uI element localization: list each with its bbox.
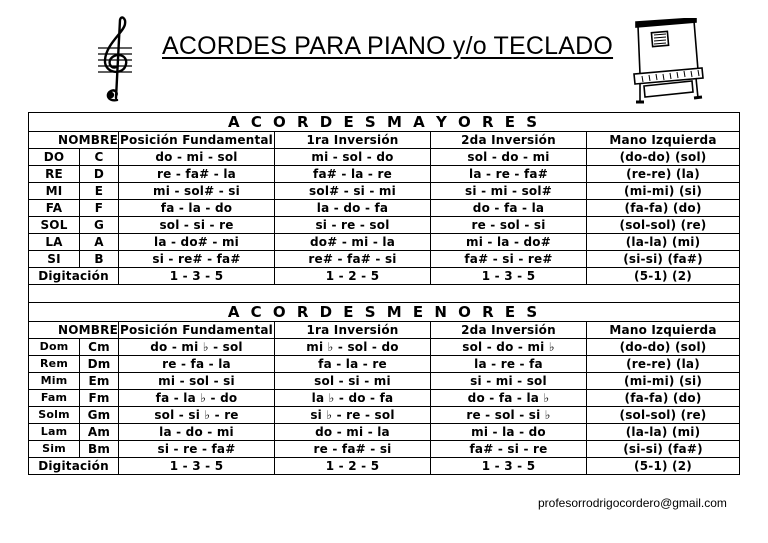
column-header-nombre: NOMBRE <box>29 132 119 149</box>
segunda-inversion-notes: sol - do - mi ♭ <box>431 339 587 356</box>
mayores-chord-row <box>29 217 740 234</box>
mano-izquierda-notes: (fa-fa) (do) <box>587 390 740 407</box>
chord-symbol: G <box>80 217 119 234</box>
mano-izquierda-notes: (sol-sol) (re) <box>587 217 740 234</box>
menores-title-row <box>29 303 740 322</box>
digitacion-label: Digitación <box>29 458 119 475</box>
chord-name: Mim <box>29 373 80 390</box>
digitacion-fundamental: 1 - 3 - 5 <box>119 458 275 475</box>
posicion-fundamental-notes: re - fa - la <box>119 356 275 373</box>
posicion-fundamental-notes: fa - la ♭ - do <box>119 390 275 407</box>
posicion-fundamental-notes: do - mi ♭ - sol <box>119 339 275 356</box>
chord-name: DO <box>29 149 80 166</box>
posicion-fundamental-notes: do - mi - sol <box>119 149 275 166</box>
menores-section-title: A C O R D E S M E N O R E S <box>29 303 740 322</box>
segunda-inversion-notes: mi - la - do <box>431 424 587 441</box>
mano-izquierda-notes: (do-do) (sol) <box>587 339 740 356</box>
mayores-chord-row <box>29 200 740 217</box>
mano-izquierda-notes: (fa-fa) (do) <box>587 200 740 217</box>
chord-name: LA <box>29 234 80 251</box>
column-header-mano-izquierda: Mano Izquierda <box>587 132 740 149</box>
chord-name: Solm <box>29 407 80 424</box>
column-header-1ra-inversion: 1ra Inversión <box>275 322 431 339</box>
chord-symbol: Dm <box>80 356 119 373</box>
menores-chord-row <box>29 390 740 407</box>
mano-izquierda-notes: (re-re) (la) <box>587 166 740 183</box>
column-header-posicion-fundamental: Posición Fundamental <box>120 133 273 147</box>
chord-name: SOL <box>29 217 80 234</box>
primera-inversion-notes: la - do - fa <box>275 200 431 217</box>
menores-chord-row <box>29 441 740 458</box>
segunda-inversion-notes: fa# - si - re# <box>431 251 587 268</box>
chord-symbol: C <box>80 149 119 166</box>
mano-izquierda-notes: (do-do) (sol) <box>587 149 740 166</box>
mayores-chord-row <box>29 183 740 200</box>
chord-symbol: E <box>80 183 119 200</box>
chord-symbol: Bm <box>80 441 119 458</box>
primera-inversion-notes: do# - mi - la <box>275 234 431 251</box>
mayores-chord-row <box>29 234 740 251</box>
posicion-fundamental-notes: si - re# - fa# <box>119 251 275 268</box>
chord-symbol: B <box>80 251 119 268</box>
mano-izquierda-notes: (mi-mi) (si) <box>587 183 740 200</box>
menores-chord-row <box>29 339 740 356</box>
mano-izquierda-notes: (la-la) (mi) <box>587 234 740 251</box>
mayores-chord-row <box>29 251 740 268</box>
posicion-fundamental-notes: fa - la - do <box>119 200 275 217</box>
segunda-inversion-notes: si - mi - sol <box>431 373 587 390</box>
primera-inversion-notes: mi ♭ - sol - do <box>275 339 431 356</box>
page-title: ACORDES PARA PIANO y/o TECLADO <box>162 32 614 60</box>
segunda-inversion-notes: la - re - fa# <box>431 166 587 183</box>
posicion-fundamental-notes: mi - sol - si <box>119 373 275 390</box>
segunda-inversion-notes: re - sol - si ♭ <box>431 407 587 424</box>
segunda-inversion-notes: mi - la - do# <box>431 234 587 251</box>
chord-symbol: D <box>80 166 119 183</box>
upright-piano-icon <box>630 18 705 106</box>
chord-symbol: Em <box>80 373 119 390</box>
primera-inversion-notes: si ♭ - re - sol <box>275 407 431 424</box>
digitacion-mano-izquierda: (5-1) (2) <box>587 458 740 475</box>
chord-name: FA <box>29 200 80 217</box>
posicion-fundamental-notes: si - re - fa# <box>119 441 275 458</box>
chord-name: Rem <box>29 356 80 373</box>
mayores-title-row <box>29 113 740 132</box>
digitacion-label: Digitación <box>29 268 119 285</box>
chord-name: Sim <box>29 441 80 458</box>
segunda-inversion-notes: la - re - fa <box>431 356 587 373</box>
posicion-fundamental-notes: mi - sol# - si <box>119 183 275 200</box>
segunda-inversion-notes: si - mi - sol# <box>431 183 587 200</box>
mano-izquierda-notes: (si-si) (fa#) <box>587 251 740 268</box>
digitacion-mano-izquierda: (5-1) (2) <box>587 268 740 285</box>
primera-inversion-notes: sol - si - mi <box>275 373 431 390</box>
digitacion-1ra-inversion: 1 - 2 - 5 <box>275 268 431 285</box>
segunda-inversion-notes: do - fa - la <box>431 200 587 217</box>
chord-symbol: Gm <box>80 407 119 424</box>
mano-izquierda-notes: (sol-sol) (re) <box>587 407 740 424</box>
chords-table <box>28 112 740 475</box>
primera-inversion-notes: mi - sol - do <box>275 149 431 166</box>
chord-symbol: A <box>80 234 119 251</box>
mano-izquierda-notes: (re-re) (la) <box>587 356 740 373</box>
posicion-fundamental-notes: la - do# - mi <box>119 234 275 251</box>
digitacion-1ra-inversion: 1 - 2 - 5 <box>275 458 431 475</box>
chord-name: Fam <box>29 390 80 407</box>
chord-name: MI <box>29 183 80 200</box>
chord-symbol: Cm <box>80 339 119 356</box>
primera-inversion-notes: do - mi - la <box>275 424 431 441</box>
chord-name: Dom <box>29 339 80 356</box>
mano-izquierda-notes: (si-si) (fa#) <box>587 441 740 458</box>
primera-inversion-notes: fa - la - re <box>275 356 431 373</box>
menores-chord-row <box>29 424 740 441</box>
primera-inversion-notes: la ♭ - do - fa <box>275 390 431 407</box>
column-header-posicion-fundamental: Posición Fundamental <box>120 323 273 337</box>
posicion-fundamental-notes: sol - si - re <box>119 217 275 234</box>
chord-name: SI <box>29 251 80 268</box>
digitacion-2da-inversion: 1 - 3 - 5 <box>431 268 587 285</box>
primera-inversion-notes: fa# - la - re <box>275 166 431 183</box>
column-header-nombre: NOMBRE <box>29 322 119 339</box>
mayores-header-row <box>29 132 740 149</box>
primera-inversion-notes: re# - fa# - si <box>275 251 431 268</box>
segunda-inversion-notes: re - sol - si <box>431 217 587 234</box>
segunda-inversion-notes: do - fa - la ♭ <box>431 390 587 407</box>
section-spacer-row <box>29 285 740 303</box>
menores-chord-row <box>29 356 740 373</box>
chord-name: Lam <box>29 424 80 441</box>
posicion-fundamental-notes: la - do - mi <box>119 424 275 441</box>
mayores-chord-row <box>29 166 740 183</box>
chord-symbol: F <box>80 200 119 217</box>
primera-inversion-notes: re - fa# - si <box>275 441 431 458</box>
mayores-chord-row <box>29 149 740 166</box>
column-header-2da-inversion: 2da Inversión <box>431 322 587 339</box>
column-header-1ra-inversion: 1ra Inversión <box>275 132 431 149</box>
section-spacer <box>29 285 740 303</box>
chords-table-body <box>29 113 740 475</box>
posicion-fundamental-notes: re - fa# - la <box>119 166 275 183</box>
menores-chord-row <box>29 373 740 390</box>
author-email: profesorrodrigocordero@gmail.com <box>538 496 727 510</box>
mano-izquierda-notes: (la-la) (mi) <box>587 424 740 441</box>
mayores-digitacion-row <box>29 268 740 285</box>
posicion-fundamental-notes: sol - si ♭ - re <box>119 407 275 424</box>
column-header-mano-izquierda: Mano Izquierda <box>587 322 740 339</box>
chord-symbol: Fm <box>80 390 119 407</box>
chord-name: RE <box>29 166 80 183</box>
treble-clef-icon <box>90 14 140 106</box>
segunda-inversion-notes: sol - do - mi <box>431 149 587 166</box>
digitacion-2da-inversion: 1 - 3 - 5 <box>431 458 587 475</box>
mayores-section-title: A C O R D E S M A Y O R E S <box>29 113 740 132</box>
mano-izquierda-notes: (mi-mi) (si) <box>587 373 740 390</box>
column-header-2da-inversion: 2da Inversión <box>431 132 587 149</box>
menores-digitacion-row <box>29 458 740 475</box>
menores-chord-row <box>29 407 740 424</box>
digitacion-fundamental: 1 - 3 - 5 <box>119 268 275 285</box>
segunda-inversion-notes: fa# - si - re <box>431 441 587 458</box>
chord-symbol: Am <box>80 424 119 441</box>
primera-inversion-notes: sol# - si - mi <box>275 183 431 200</box>
primera-inversion-notes: si - re - sol <box>275 217 431 234</box>
menores-header-row <box>29 322 740 339</box>
